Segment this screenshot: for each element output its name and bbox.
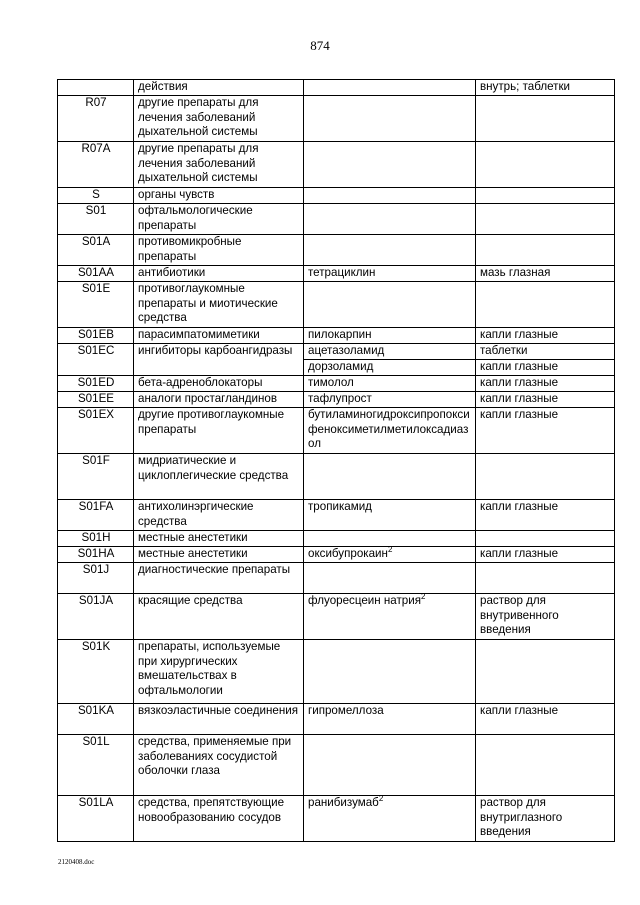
group-name: средства, препятствующие новообразованию сосудов xyxy=(134,796,304,842)
atc-code: S01FA xyxy=(58,500,134,531)
drug-name: тафлупрост xyxy=(304,392,476,408)
dosage-form xyxy=(476,142,615,188)
atc-code: S01J xyxy=(58,563,134,594)
table-row xyxy=(58,266,615,282)
atc-code: S01KA xyxy=(58,704,134,735)
dosage-form xyxy=(476,188,615,204)
table-row xyxy=(58,376,615,392)
drug-table xyxy=(57,79,615,842)
drug-name: тропикамид xyxy=(304,500,476,531)
table-row xyxy=(58,796,615,842)
dosage-form: внутрь; таблетки xyxy=(476,80,615,96)
atc-code: S01JA xyxy=(58,594,134,640)
group-name: диагностические препараты xyxy=(134,563,304,594)
atc-code: S01H xyxy=(58,531,134,547)
drug-name: ранибизумаб$^2$ xyxy=(304,796,476,842)
drug-name: бутиламиногидроксипропоксифеноксиметилметилоксадиазол xyxy=(304,408,476,454)
table-row xyxy=(58,344,615,360)
group-name: местные анестетики xyxy=(134,531,304,547)
drug-name xyxy=(304,204,476,235)
dosage-form: мазь глазная xyxy=(476,266,615,282)
drug-name: ацетазоламид xyxy=(304,344,476,360)
drug-name xyxy=(304,563,476,594)
table-row xyxy=(58,80,615,96)
table-row xyxy=(58,531,615,547)
group-name: противомикробные препараты xyxy=(134,235,304,266)
dosage-form xyxy=(476,563,615,594)
group-name: вязкоэластичные соединения xyxy=(134,704,304,735)
table-row xyxy=(58,640,615,704)
document-filename: 2120408.doc xyxy=(58,858,95,866)
atc-code: S01K xyxy=(58,640,134,704)
drug-name: тетрациклин xyxy=(304,266,476,282)
atc-code: S01EC xyxy=(58,344,134,376)
dosage-form: капли глазные xyxy=(476,408,615,454)
dosage-form: капли глазные xyxy=(476,704,615,735)
drug-name xyxy=(304,188,476,204)
group-name: другие препараты для лечения заболеваний дыхательной системы xyxy=(134,96,304,142)
atc-code: R07A xyxy=(58,142,134,188)
dosage-form xyxy=(476,454,615,500)
table-row xyxy=(58,547,615,563)
group-name: органы чувств xyxy=(134,188,304,204)
table-row xyxy=(58,408,615,454)
group-name: препараты, используемые при хирургических вмешательствах в офтальмологии xyxy=(134,640,304,704)
table-row xyxy=(58,594,615,640)
drug-name xyxy=(304,735,476,796)
atc-code: S01 xyxy=(58,204,134,235)
dosage-form: капли глазные xyxy=(476,360,615,376)
group-name: ингибиторы карбоангидразы xyxy=(134,344,304,376)
atc-code: S01A xyxy=(58,235,134,266)
drug-name: флуоресцеин натрия$^2$ xyxy=(304,594,476,640)
dosage-form: капли глазные xyxy=(476,392,615,408)
table-row xyxy=(58,735,615,796)
atc-code: S01EE xyxy=(58,392,134,408)
dosage-form xyxy=(476,735,615,796)
dosage-form: капли глазные xyxy=(476,376,615,392)
dosage-form xyxy=(476,282,615,328)
page-number: 874 xyxy=(310,38,330,53)
table-row xyxy=(58,204,615,235)
table-row xyxy=(58,454,615,500)
group-name: мидриатические и циклоплегические средства xyxy=(134,454,304,500)
drug-name xyxy=(304,235,476,266)
atc-code: S01AA xyxy=(58,266,134,282)
atc-code: S01ED xyxy=(58,376,134,392)
atc-code: S01E xyxy=(58,282,134,328)
drug-name xyxy=(304,96,476,142)
group-name: красящие средства xyxy=(134,594,304,640)
group-name: средства, применяемые при заболеваниях сосудистой оболочки глаза xyxy=(134,735,304,796)
dosage-form: раствор для внутриглазного введения xyxy=(476,796,615,842)
drug-name: пилокарпин xyxy=(304,328,476,344)
dosage-form xyxy=(476,531,615,547)
group-name: антибиотики xyxy=(134,266,304,282)
group-name: другие препараты для лечения заболеваний дыхательной системы xyxy=(134,142,304,188)
atc-code: S xyxy=(58,188,134,204)
drug-name xyxy=(304,640,476,704)
drug-name: оксибупрокаин$^2$ xyxy=(304,547,476,563)
drug-name xyxy=(304,80,476,96)
atc-code: R07 xyxy=(58,96,134,142)
dosage-form xyxy=(476,235,615,266)
atc-code: S01EB xyxy=(58,328,134,344)
group-name: антихолинэргические средства xyxy=(134,500,304,531)
table-row xyxy=(58,704,615,735)
table-row xyxy=(58,96,615,142)
dosage-form xyxy=(476,96,615,142)
dosage-form: раствор для внутривенного введения xyxy=(476,594,615,640)
table-row xyxy=(58,500,615,531)
table-row xyxy=(58,282,615,328)
dosage-form: капли глазные xyxy=(476,500,615,531)
table-row xyxy=(58,328,615,344)
dosage-form xyxy=(476,204,615,235)
atc-code: S01LA xyxy=(58,796,134,842)
dosage-form: капли глазные xyxy=(476,328,615,344)
table-row xyxy=(58,188,615,204)
group-name: офтальмологические препараты xyxy=(134,204,304,235)
atc-code: S01HA xyxy=(58,547,134,563)
drug-name xyxy=(304,282,476,328)
dosage-form xyxy=(476,640,615,704)
atc-code xyxy=(58,80,134,96)
atc-code: S01EX xyxy=(58,408,134,454)
table-row xyxy=(58,392,615,408)
group-name: действия xyxy=(134,80,304,96)
table-row xyxy=(58,142,615,188)
dosage-form: таблетки xyxy=(476,344,615,360)
dosage-form: капли глазные xyxy=(476,547,615,563)
group-name: местные анестетики xyxy=(134,547,304,563)
drug-name xyxy=(304,454,476,500)
atc-code: S01F xyxy=(58,454,134,500)
drug-name: дорзоламид xyxy=(304,360,476,376)
group-name: другие противоглаукомные препараты xyxy=(134,408,304,454)
group-name: бета-адреноблокаторы xyxy=(134,376,304,392)
group-name: аналоги простагландинов xyxy=(134,392,304,408)
atc-code: S01L xyxy=(58,735,134,796)
group-name: противоглаукомные препараты и миотические средства xyxy=(134,282,304,328)
drug-name: гипромеллоза xyxy=(304,704,476,735)
table-row xyxy=(58,235,615,266)
drug-name: тимолол xyxy=(304,376,476,392)
group-name: парасимпатомиметики xyxy=(134,328,304,344)
table-row xyxy=(58,563,615,594)
drug-name xyxy=(304,142,476,188)
drug-name xyxy=(304,531,476,547)
